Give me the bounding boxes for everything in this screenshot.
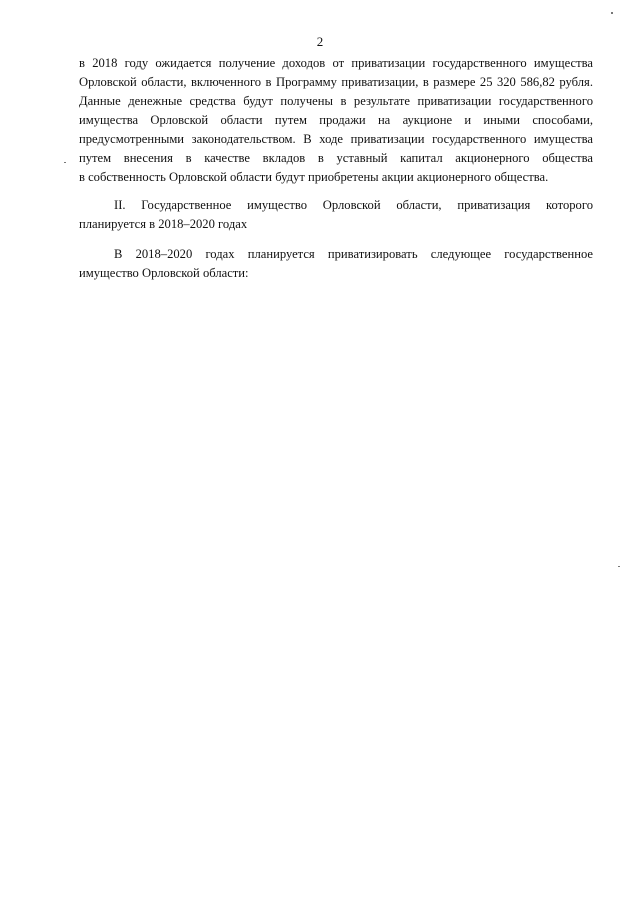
scan-speck [64, 162, 66, 163]
paragraph-line: имущество Орловской области: [79, 266, 249, 280]
scan-speck [618, 566, 620, 567]
section-heading-line: II. Государственное имущество Орловской области, приватизация которого [114, 198, 593, 212]
paragraph-line: Орловской области, включенного в Программу приватизации, в размере 25 320 586,82 рубля. [79, 75, 593, 89]
paragraph-line: имущества Орловской области путем продажи на аукционе и иными способами, [79, 113, 593, 127]
paragraph-privatization-income [79, 54, 593, 187]
paragraph-line: путем внесения в качестве вкладов в уставный капитал акционерного общества [79, 151, 593, 165]
paragraph-line: Данные денежные средства будут получены в результате приватизации государственного [79, 94, 593, 108]
paragraph-line: В 2018–2020 годах планируется приватизировать следующее государственное [114, 247, 593, 261]
page-number: 2 [316, 34, 324, 49]
paragraph-line: в 2018 году ожидается получение доходов от приватизации государственного имущества [79, 56, 593, 70]
section-heading-line: планируется в 2018–2020 годах [79, 217, 248, 231]
section-heading [79, 196, 593, 234]
paragraph-planned-privatization [79, 245, 593, 283]
paragraph-line: в собственность Орловской области будут приобретены акции акционерного общества. [79, 170, 549, 184]
scan-speck [611, 12, 613, 14]
paragraph-line: предусмотренными законодательством. В ходе приватизации государственного имущества [79, 132, 593, 146]
